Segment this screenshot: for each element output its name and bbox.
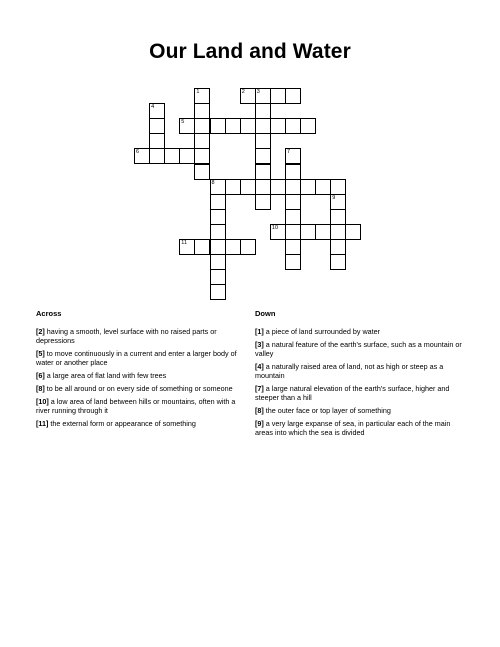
clue-number: 1 bbox=[196, 89, 200, 95]
grid-cell[interactable] bbox=[179, 239, 195, 255]
grid-cell[interactable] bbox=[240, 239, 256, 255]
grid-cell[interactable] bbox=[285, 148, 301, 164]
grid-cell[interactable] bbox=[194, 164, 210, 180]
grid-cell[interactable] bbox=[330, 224, 346, 240]
grid-cell[interactable] bbox=[194, 239, 210, 255]
clue-number: 2 bbox=[241, 89, 245, 95]
grid-cell[interactable] bbox=[315, 224, 331, 240]
clue-number: 3 bbox=[256, 89, 260, 95]
grid-cell[interactable] bbox=[255, 164, 271, 180]
grid-cell[interactable] bbox=[134, 148, 150, 164]
down-clue: [1] a piece of land surrounded by water bbox=[255, 327, 381, 336]
down-clue: [4] a naturally raised area of land, not as high or steep as a mountain bbox=[255, 362, 444, 380]
grid-cell[interactable] bbox=[164, 148, 180, 164]
grid-cell[interactable] bbox=[194, 133, 210, 149]
grid-cell[interactable] bbox=[225, 118, 241, 134]
grid-cell[interactable] bbox=[210, 269, 226, 285]
grid-cell[interactable] bbox=[285, 254, 301, 270]
grid-cell[interactable] bbox=[210, 118, 226, 134]
page-title: Our Land and Water bbox=[149, 40, 351, 63]
grid-cell[interactable] bbox=[330, 254, 346, 270]
grid-cell[interactable] bbox=[179, 118, 195, 134]
across-clue: [11] the external form or appearance of something bbox=[36, 419, 196, 428]
crossword-grid bbox=[0, 0, 500, 300]
grid-cell[interactable] bbox=[270, 88, 286, 104]
grid-cell[interactable] bbox=[345, 224, 361, 240]
down-clues bbox=[255, 327, 465, 441]
grid-cell[interactable] bbox=[210, 239, 226, 255]
clue-number: 5 bbox=[181, 119, 185, 126]
down-clue: [9] a very large expanse of sea, in particular each of the main areas into which the sea is divided bbox=[255, 419, 451, 437]
across-clue: [10] a low area of land between hills or mountains, often with a river running through it bbox=[36, 397, 236, 415]
grid-cell[interactable] bbox=[285, 88, 301, 104]
grid-cell[interactable] bbox=[255, 194, 271, 210]
grid-cell[interactable] bbox=[255, 148, 271, 164]
grid-cell[interactable] bbox=[179, 148, 195, 164]
across-clues bbox=[36, 327, 246, 432]
clue-number: 10 bbox=[271, 224, 279, 231]
grid-cell[interactable] bbox=[210, 194, 226, 210]
across-heading: Across bbox=[36, 309, 62, 318]
grid-cell[interactable] bbox=[194, 118, 210, 134]
grid-cell[interactable] bbox=[255, 133, 271, 149]
grid-cell[interactable] bbox=[149, 103, 165, 119]
grid-cell[interactable] bbox=[149, 148, 165, 164]
grid-cell[interactable] bbox=[330, 209, 346, 225]
clue-number: 11 bbox=[181, 240, 188, 246]
grid-cell[interactable] bbox=[210, 209, 226, 225]
clue-number: 9 bbox=[332, 194, 336, 201]
grid-cell[interactable] bbox=[285, 179, 301, 195]
across-clue: [6] a large area of flat land with few trees bbox=[36, 371, 167, 380]
clue-number: 6 bbox=[136, 149, 140, 156]
grid-cell[interactable] bbox=[330, 179, 346, 195]
grid-cell[interactable] bbox=[210, 254, 226, 270]
clue-number: 4 bbox=[151, 104, 155, 111]
grid-cell[interactable] bbox=[255, 118, 271, 134]
down-clue: [8] the outer face or top layer of something bbox=[255, 406, 391, 415]
grid-cell[interactable] bbox=[300, 118, 316, 134]
down-clue: [7] a large natural elevation of the earth's surface, higher and steeper than a hill bbox=[255, 384, 450, 402]
grid-cell[interactable] bbox=[285, 164, 301, 180]
across-clue: [8] to be all around or on every side of something or someone bbox=[36, 384, 233, 393]
grid-cell[interactable] bbox=[330, 239, 346, 255]
grid-cell[interactable] bbox=[270, 118, 286, 134]
grid-cell[interactable] bbox=[194, 148, 210, 164]
grid-cell[interactable] bbox=[194, 88, 210, 104]
clue-number: 8 bbox=[211, 179, 215, 186]
down-heading: Down bbox=[255, 309, 276, 318]
grid-cell[interactable] bbox=[315, 179, 331, 195]
grid-cell[interactable] bbox=[255, 179, 271, 195]
grid-cell[interactable] bbox=[240, 179, 256, 195]
grid-cell[interactable] bbox=[210, 224, 226, 240]
across-clue: [5] to move continuously in a current and enter a larger body of water or another place bbox=[36, 349, 237, 367]
grid-cell[interactable] bbox=[330, 194, 346, 210]
grid-cell[interactable] bbox=[225, 179, 241, 195]
grid-cell[interactable] bbox=[225, 239, 241, 255]
across-clue: [2] having a smooth, level surface with no raised parts or depressions bbox=[36, 327, 217, 345]
grid-cell[interactable] bbox=[194, 103, 210, 119]
grid-cell[interactable] bbox=[255, 103, 271, 119]
down-clue: [3] a natural feature of the earth's surface, such as a mountain or valley bbox=[255, 340, 462, 358]
grid-cell[interactable] bbox=[300, 224, 316, 240]
grid-cell[interactable] bbox=[149, 118, 165, 134]
grid-cell[interactable] bbox=[285, 224, 301, 240]
grid-cell[interactable] bbox=[285, 239, 301, 255]
grid-cell[interactable] bbox=[240, 118, 256, 134]
clue-number: 7 bbox=[287, 149, 291, 156]
grid-cell[interactable] bbox=[300, 179, 316, 195]
grid-cell[interactable] bbox=[270, 179, 286, 195]
grid-cell[interactable] bbox=[270, 224, 286, 240]
grid-cell[interactable] bbox=[285, 194, 301, 210]
grid-cell[interactable] bbox=[210, 284, 226, 300]
grid-cell[interactable] bbox=[285, 209, 301, 225]
grid-cell[interactable] bbox=[285, 118, 301, 134]
grid-cell[interactable] bbox=[240, 88, 256, 104]
grid-cell[interactable] bbox=[149, 133, 165, 149]
grid-cell[interactable] bbox=[210, 179, 226, 195]
grid-cell[interactable] bbox=[255, 88, 271, 104]
